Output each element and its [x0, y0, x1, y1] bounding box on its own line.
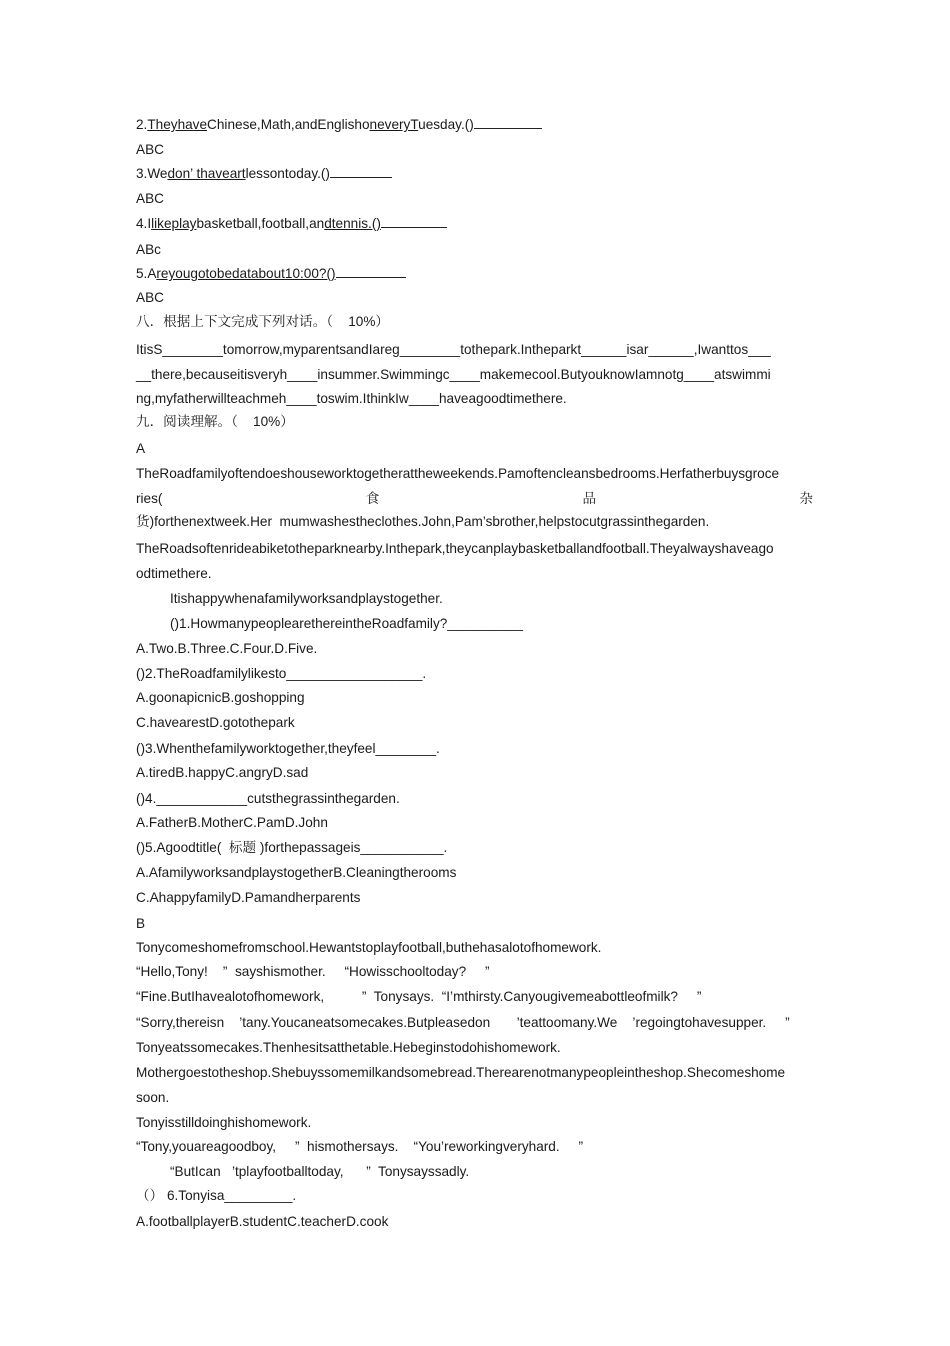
section-8-line-2: __there,becauseitisveryh____insummer.Swimmingc____makemecool.ButyouknowIamnotg____atswimmi — [136, 367, 771, 382]
passage-b-line-6: Mothergoestotheshop.Shebuyssomemilkandsomebread.Therearenotmanypeopleintheshop.Shecomeshome — [136, 1065, 786, 1080]
question-3: 3.Wedon’ thaveartlessontoday.() — [136, 165, 392, 183]
section-8-line-3: ng,myfatherwillteachmeh____toswim.IthinkIw____haveagoodtimethere. — [136, 391, 567, 406]
passage-a-line-1: TheRoadfamilyoftendoeshouseworktogetherattheweekends.Pamoftencleansbedrooms.Herfatherbuysgroce — [136, 466, 780, 481]
question-b6: （） 6.Tonyisa_________. — [136, 1188, 297, 1203]
question-a2-options-2: C.havearestD.gotothepark — [136, 715, 295, 730]
passage-b-label: B — [136, 916, 146, 931]
question-a1-options: A.Two.B.Three.C.Four.D.Five. — [136, 641, 318, 656]
passage-a-line-4: TheRoadsoftenrideabiketotheparknearby.Inthepark,theycanplaybasketballandfootball.Theyalwayshaveago — [136, 541, 774, 556]
question-a3: ()3.Whenthefamilyworktogether,theyfeel________. — [136, 741, 440, 756]
passage-b-line-4: “Sorry,thereisn ’tany.Youcaneatsomecakes.Butpleasedon ’teattoomany.We ’regoingtohavesupper. ” — [136, 1015, 790, 1030]
question-3-options: ABC — [136, 191, 164, 206]
question-5-options: ABC — [136, 290, 164, 305]
passage-a-label: A — [136, 441, 146, 456]
passage-b-line-10: “ButIcan ’tplayfootballtoday, ” Tonysayssadly. — [170, 1164, 470, 1179]
question-a1: ()1.HowmanypeoplearethereintheRoadfamily?__________ — [170, 616, 523, 631]
question-a5: ()5.Agoodtitle( 标题 )forthepassageis___________. — [136, 840, 448, 855]
passage-b-line-2: “Hello,Tony! ” sayshismother. “Howisschooltoday? ” — [136, 964, 490, 979]
question-a4: ()4.____________cutsthegrassinthegarden. — [136, 791, 400, 806]
question-4-options: ABc — [136, 242, 161, 257]
passage-b-line-9: “Tony,youareagoodboy, ” hismothersays. “You’reworkingveryhard. ” — [136, 1139, 584, 1154]
passage-b-line-3: “Fine.ButIhavealotofhomework, ” Tonysays. “I’mthirsty.Canyougivemeabottleofmilk? ” — [136, 989, 702, 1004]
section-8-title: 八．根据上下文完成下列对话。（ 10%） — [136, 314, 390, 329]
passage-b-line-1: Tonycomeshomefromschool.Hewantstoplayfootball,buthehasalotofhomework. — [136, 940, 602, 955]
question-4: 4.Ilikeplaybasketball,football,andtennis.() — [136, 215, 447, 233]
question-a2-options-1: A.goonapicnicB.goshopping — [136, 690, 305, 705]
question-a4-options: A.FatherB.MotherC.PamD.John — [136, 815, 328, 830]
question-a5-options-2: C.AhappyfamilyD.Pamandherparents — [136, 890, 361, 905]
question-2-options: ABC — [136, 142, 164, 157]
section-8-line-1: ItisS________tomorrow,myparentsandIareg________tothepark.Intheparkt______isar______,Iwanttos___ — [136, 342, 771, 357]
section-9-title: 九．阅读理解。（ 10%） — [136, 414, 294, 429]
passage-a-line-5: odtimethere. — [136, 566, 212, 581]
question-2: 2.TheyhaveChinese,Math,andEnglishoneveryTuesday.() — [136, 116, 542, 134]
passage-a-line-6: Itishappywhenafamilyworksandplaystogether. — [170, 591, 443, 606]
question-5: 5.Areyougotobedatabout10:00?() — [136, 265, 406, 283]
passage-b-line-5: Tonyeatssomecakes.Thenhesitsatthetable.Hebeginstodohishomework. — [136, 1040, 561, 1055]
question-a3-options: A.tiredB.happyC.angryD.sad — [136, 765, 309, 780]
question-b6-options: A.footballplayerB.studentC.teacherD.cook — [136, 1214, 389, 1229]
passage-b-line-7: soon. — [136, 1090, 170, 1105]
question-a5-options-1: A.AfamilyworksandplaystogetherB.Cleaningtherooms — [136, 865, 457, 880]
passage-a-line-2: ries( 食 品 杂 — [136, 491, 813, 506]
passage-a-line-3: 货)forthenextweek.Her mumwashestheclothes.John,Pam’sbrother,helpstocutgrassinthegarden. — [136, 514, 710, 529]
question-a2: ()2.TheRoadfamilylikesto__________________. — [136, 666, 427, 681]
passage-b-line-8: Tonyisstilldoinghishomework. — [136, 1115, 312, 1130]
